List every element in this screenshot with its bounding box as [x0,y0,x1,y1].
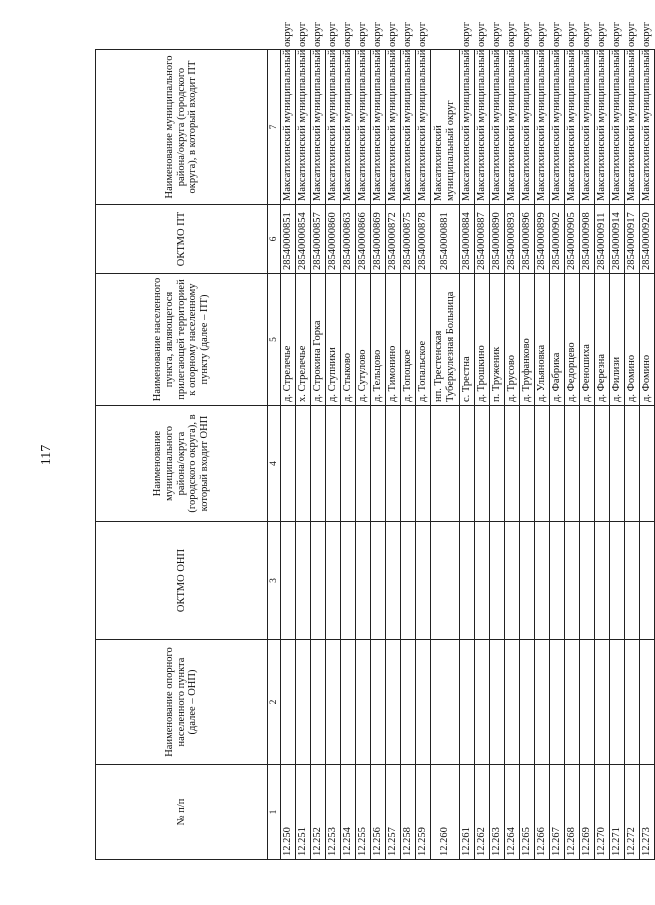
page-number: 117 [39,444,54,466]
row-number-cell: 12.250 [281,765,296,860]
row-number-cell: 12.251 [296,765,311,860]
onp-oktmo-cell [580,522,595,640]
pt-district-cell: Максатихинский муниципальный округ [431,50,460,205]
onp-district-cell [565,406,580,522]
onp-district-cell [595,406,610,522]
onp-oktmo-cell [386,522,401,640]
table-row [356,50,371,860]
table-row [281,50,296,860]
pt-oktmo-cell: 28540000863 [341,205,356,274]
pt-oktmo-cell: 28540000872 [386,205,401,274]
pt-district-cell: Максатихинский муниципальный округ [416,50,431,205]
pt-name-cell: д. Фабрика [550,274,565,406]
pt-name-cell: д. Феношиха [580,274,595,406]
onp-oktmo-cell [505,522,520,640]
pt-oktmo-cell: 28540000851 [281,205,296,274]
onp-district-cell [311,406,326,522]
pt-district-cell: Максатихинский муниципальный округ [580,50,595,205]
onp-district-cell [475,406,490,522]
table-row [490,50,505,860]
table-row [341,50,356,860]
onp-name-cell [341,640,356,765]
onp-district-cell [386,406,401,522]
pt-name-cell: с. Трестна [460,274,475,406]
pt-oktmo-cell: 28540000911 [595,205,610,274]
pt-district-cell: Максатихинский муниципальный округ [475,50,490,205]
onp-district-cell [460,406,475,522]
pt-oktmo-cell: 28540000902 [550,205,565,274]
onp-oktmo-cell [341,522,356,640]
row-number-cell: 12.255 [356,765,371,860]
onp-oktmo-cell [401,522,416,640]
pt-name-cell: д. Строкина Горка [311,274,326,406]
pt-district-cell: Максатихинский муниципальный округ [535,50,550,205]
table-row [505,50,520,860]
table-row [565,50,580,860]
pt-oktmo-cell: 28540000890 [490,205,505,274]
onp-district-cell [326,406,341,522]
row-number-cell: 12.253 [326,765,341,860]
pt-district-cell: Максатихинский муниципальный округ [595,50,610,205]
onp-name-cell [565,640,580,765]
onp-oktmo-cell [296,522,311,640]
pt-oktmo-cell: 28540000875 [401,205,416,274]
pt-name-cell: д. Труфанково [520,274,535,406]
onp-name-cell [505,640,520,765]
onp-oktmo-cell [460,522,475,640]
table-body [281,21,655,860]
row-number-cell: 12.273 [640,765,655,860]
onp-name-cell [386,640,401,765]
onp-name-cell [281,640,296,765]
pt-district-cell: Максатихинский муниципальный округ [281,50,296,205]
rotated-table [95,21,653,860]
pt-oktmo-cell: 28540000881 [431,205,460,274]
onp-name-cell [356,640,371,765]
pt-name-cell: д. Ступники [326,274,341,406]
header-cell: Наименование населенного пункта, являющегося прилегающей территорией к опорному населенному пункту (далее – ПТ) [96,274,268,406]
onp-district-cell [416,406,431,522]
onp-name-cell [580,640,595,765]
onp-district-cell [535,406,550,522]
pt-oktmo-cell: 28540000854 [296,205,311,274]
pt-oktmo-cell: 28540000866 [356,205,371,274]
pt-oktmo-cell: 28540000860 [326,205,341,274]
pt-district-cell: Максатихинский муниципальный округ [625,50,640,205]
pt-district-cell: Максатихинский муниципальный округ [460,50,475,205]
pt-district-cell: Максатихинский муниципальный округ [296,50,311,205]
header-cell: Наименование муниципального района/округа (городского округа), в который входит ОНП [96,406,268,522]
onp-name-cell [401,640,416,765]
onp-name-cell [475,640,490,765]
table-row [386,50,401,860]
onp-name-cell [625,640,640,765]
pt-oktmo-cell: 28540000917 [625,205,640,274]
column-number: 1 [268,765,281,860]
pt-name-cell: д. Фомино [640,274,655,406]
onp-name-cell [326,640,341,765]
table-row [640,50,655,860]
onp-oktmo-cell [535,522,550,640]
onp-district-cell [505,406,520,522]
onp-district-cell [341,406,356,522]
onp-oktmo-cell [610,522,625,640]
pt-name-cell: д. Сутулово [356,274,371,406]
table-row [431,50,460,860]
pt-name-cell: д. Топоцкое [401,274,416,406]
pt-district-cell: Максатихинский муниципальный округ [610,50,625,205]
onp-oktmo-cell [431,522,460,640]
onp-district-cell [431,406,460,522]
onp-district-cell [625,406,640,522]
onp-name-cell [610,640,625,765]
onp-name-cell [550,640,565,765]
pt-name-cell: д. Тимонино [386,274,401,406]
header-row [96,50,268,860]
onp-name-cell [535,640,550,765]
header-cell: Наименование опорного населенного пункта (далее – ОНП) [96,640,268,765]
onp-district-cell [490,406,505,522]
onp-oktmo-cell [416,522,431,640]
onp-district-cell [356,406,371,522]
onp-oktmo-cell [490,522,505,640]
table-row [595,50,610,860]
pt-name-cell: д. Стрелечье [281,274,296,406]
settlements-table [95,21,655,860]
table-row [371,50,386,860]
onp-district-cell [610,406,625,522]
pt-oktmo-cell: 28540000899 [535,205,550,274]
onp-name-cell [416,640,431,765]
pt-district-cell: Максатихинский муниципальный округ [640,50,655,205]
table-row [520,50,535,860]
table-row [535,50,550,860]
onp-name-cell [460,640,475,765]
row-number-cell: 12.269 [580,765,595,860]
pt-name-cell: д. Стыково [341,274,356,406]
onp-name-cell [640,640,655,765]
table-row [326,50,341,860]
pt-name-cell: д. Филизи [610,274,625,406]
onp-oktmo-cell [550,522,565,640]
onp-name-cell [490,640,505,765]
pt-name-cell: д. Ферезна [595,274,610,406]
pt-district-cell: Максатихинский муниципальный округ [341,50,356,205]
pt-name-cell: х. Стрелечье [296,274,311,406]
pt-name-cell: д. Трусово [505,274,520,406]
onp-name-cell [595,640,610,765]
pt-oktmo-cell: 28540000896 [520,205,535,274]
pt-name-cell: нп. Трестенская Туберкулезная Больница [431,274,460,406]
row-number-cell: 12.266 [535,765,550,860]
pt-name-cell: д. Фомино [625,274,640,406]
pt-name-cell: д. Ульяновка [535,274,550,406]
onp-district-cell [296,406,311,522]
row-number-cell: 12.254 [341,765,356,860]
header-cell: № п/п [96,765,268,860]
column-number: 4 [268,406,281,522]
row-number-cell: 12.260 [431,765,460,860]
pt-name-cell: д. Тельцово [371,274,386,406]
row-number-cell: 12.256 [371,765,386,860]
row-number-cell: 12.271 [610,765,625,860]
row-number-cell: 12.263 [490,765,505,860]
row-number-cell: 12.258 [401,765,416,860]
onp-oktmo-cell [311,522,326,640]
pt-name-cell: д. Топальское [416,274,431,406]
table-row [401,50,416,860]
pt-oktmo-cell: 28540000878 [416,205,431,274]
column-number-row [268,50,281,860]
table-row [580,50,595,860]
pt-oktmo-cell: 28540000905 [565,205,580,274]
pt-district-cell: Максатихинский муниципальный округ [505,50,520,205]
table-row [460,50,475,860]
pt-oktmo-cell: 28540000893 [505,205,520,274]
column-number: 3 [268,522,281,640]
onp-oktmo-cell [595,522,610,640]
table-row [475,50,490,860]
pt-district-cell: Максатихинский муниципальный округ [386,50,401,205]
onp-oktmo-cell [281,522,296,640]
onp-oktmo-cell [326,522,341,640]
column-number: 2 [268,640,281,765]
onp-district-cell [371,406,386,522]
row-number-cell: 12.272 [625,765,640,860]
onp-district-cell [401,406,416,522]
onp-oktmo-cell [640,522,655,640]
pt-district-cell: Максатихинский муниципальный округ [565,50,580,205]
row-number-cell: 12.265 [520,765,535,860]
pt-oktmo-cell: 28540000857 [311,205,326,274]
table-container [95,21,653,860]
table-row [416,50,431,860]
column-number: 6 [268,205,281,274]
table-row [296,50,311,860]
pt-oktmo-cell: 28540000920 [640,205,655,274]
table-row [550,50,565,860]
pt-district-cell: Максатихинский муниципальный округ [356,50,371,205]
onp-district-cell [550,406,565,522]
column-number: 7 [268,50,281,205]
pt-district-cell: Максатихинский муниципальный округ [490,50,505,205]
onp-name-cell [296,640,311,765]
pt-oktmo-cell: 28540000887 [475,205,490,274]
pt-name-cell: д. Федорцево [565,274,580,406]
pt-name-cell: п. Труженик [490,274,505,406]
onp-district-cell [520,406,535,522]
pt-oktmo-cell: 28540000908 [580,205,595,274]
header-cell: Наименование муниципального района/округа (городского округа), в который входит ПТ [96,50,268,205]
row-number-cell: 12.259 [416,765,431,860]
row-number-cell: 12.264 [505,765,520,860]
onp-oktmo-cell [520,522,535,640]
pt-oktmo-cell: 28540000884 [460,205,475,274]
onp-oktmo-cell [356,522,371,640]
pt-district-cell: Максатихинский муниципальный округ [371,50,386,205]
onp-name-cell [311,640,326,765]
header-cell: ОКТМО ОНП [96,522,268,640]
pt-district-cell: Максатихинский муниципальный округ [520,50,535,205]
onp-name-cell [371,640,386,765]
column-number: 5 [268,274,281,406]
row-number-cell: 12.261 [460,765,475,860]
onp-district-cell [640,406,655,522]
pt-district-cell: Максатихинский муниципальный округ [311,50,326,205]
pt-district-cell: Максатихинский муниципальный округ [550,50,565,205]
pt-oktmo-cell: 28540000869 [371,205,386,274]
row-number-cell: 12.252 [311,765,326,860]
onp-oktmo-cell [625,522,640,640]
onp-district-cell [281,406,296,522]
table-row [625,50,640,860]
onp-district-cell [580,406,595,522]
pt-district-cell: Максатихинский муниципальный округ [401,50,416,205]
row-number-cell: 12.268 [565,765,580,860]
onp-oktmo-cell [475,522,490,640]
table-row [610,50,625,860]
row-number-cell: 12.270 [595,765,610,860]
pt-district-cell: Максатихинский муниципальный округ [326,50,341,205]
onp-name-cell [431,640,460,765]
header-cell: ОКТМО ПТ [96,205,268,274]
row-number-cell: 12.257 [386,765,401,860]
onp-oktmo-cell [565,522,580,640]
pt-oktmo-cell: 28540000914 [610,205,625,274]
table-row [311,50,326,860]
pt-name-cell: д. Трошкино [475,274,490,406]
onp-oktmo-cell [371,522,386,640]
row-number-cell: 12.262 [475,765,490,860]
row-number-cell: 12.267 [550,765,565,860]
onp-name-cell [520,640,535,765]
